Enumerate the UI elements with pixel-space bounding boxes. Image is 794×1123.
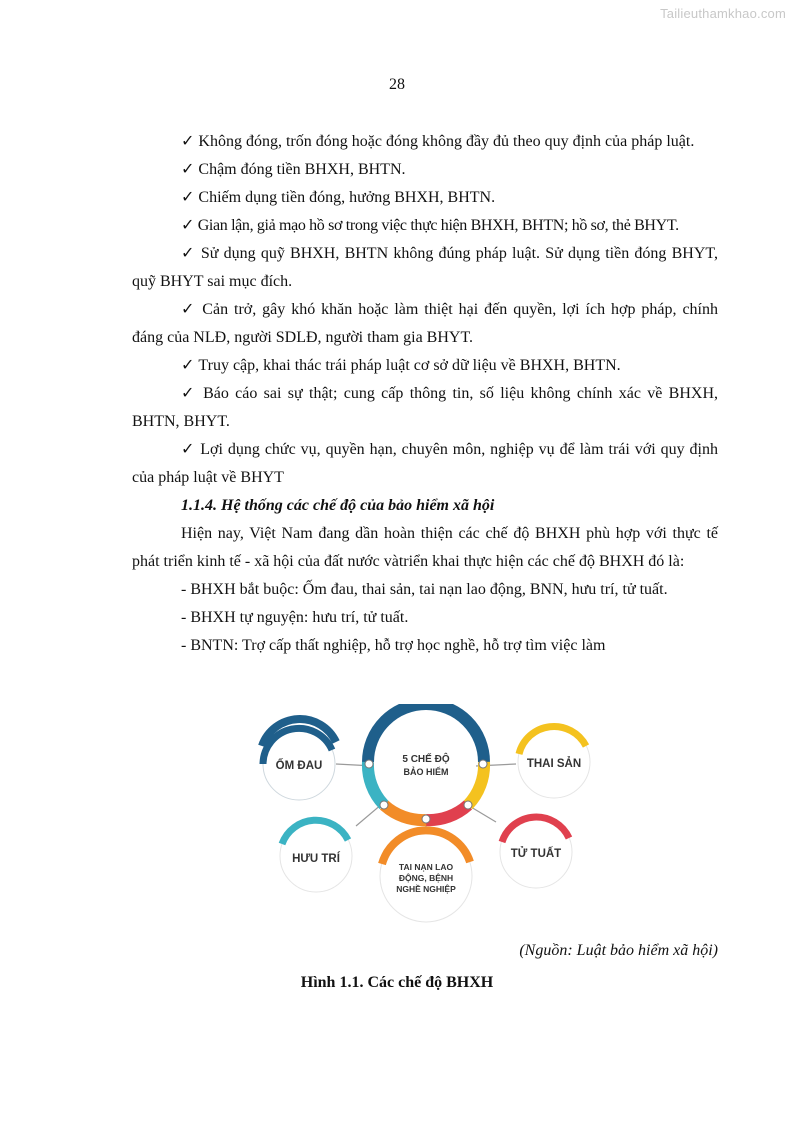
center-label-line2: BẢO HIỂM (403, 767, 449, 777)
body-text (132, 128, 718, 660)
violation-item: ✓ Báo cáo sai sự thật; cung cấp thông tin, số liệu không chính xác về BHXH, BHTN, BHYT. (132, 380, 718, 436)
violation-item: ✓ Cản trở, gây khó khăn hoặc làm thiệt hại đến quyền, lợi ích hợp pháp, chính đáng của NLĐ, người SDLĐ, người tham gia BHYT. (132, 296, 718, 352)
insurance-regimes-diagram (244, 704, 598, 936)
node-huu-tri (280, 820, 352, 892)
tai-nan-label-line2: ĐỘNG, BỆNH (398, 873, 454, 883)
center-label-line1: 5 CHẾ ĐỘ (402, 754, 450, 765)
node-tu-tuat (500, 816, 572, 888)
violation-item: ✓ Sử dụng quỹ BHXH, BHTN không đúng pháp luật. Sử dụng tiền đóng BHYT, quỹ BHYT sai mục đích. (132, 240, 718, 296)
center-ring (365, 704, 487, 823)
huu-tri-label: HƯU TRÍ (292, 853, 340, 865)
violation-item: ✓ Truy cập, khai thác trái pháp luật cơ sở dữ liệu về BHXH, BHTN. (132, 352, 718, 380)
intro-paragraph: Hiện nay, Việt Nam đang dần hoàn thiện các chế độ BHXH phù hợp với thực tế phát triển kinh tế - xã hội của đất nước vàtriển khai thực hiện các chế độ BHXH đó là: (132, 525, 718, 570)
violation-item: ✓ Không đóng, trốn đóng hoặc đóng không đầy đủ theo quy định của pháp luật. (132, 128, 718, 156)
regime-item: - BHXH bắt buộc: Ốm đau, thai sản, tai nạn lao động, BNN, hưu trí, tử tuất. (181, 581, 668, 598)
node-om-dau (262, 719, 336, 800)
regime-item: - BHXH tự nguyện: hưu trí, tử tuất. (181, 609, 409, 626)
tu-tuat-label: TỬ TUẤT (510, 848, 562, 860)
regime-item: - BNTN: Trợ cấp thất nghiệp, hỗ trợ học nghề, hỗ trợ tìm việc làm (181, 637, 606, 654)
diagram-svg (244, 704, 598, 936)
figure-source: (Nguồn: Luật bảo hiểm xã hội) (519, 942, 718, 959)
om-dau-label: ỐM ĐAU (275, 760, 323, 772)
page-number: 28 (389, 76, 405, 93)
violation-item: ✓ Chiếm dụng tiền đóng, hưởng BHXH, BHTN. (132, 184, 718, 212)
tai-nan-label-line3: NGHỀ NGHIỆP (396, 884, 456, 894)
violation-item: ✓ Lợi dụng chức vụ, quyền hạn, chuyên môn, nghiệp vụ để làm trái với quy định của pháp luật về BHYT (132, 436, 718, 492)
figure-caption: Hình 1.1. Các chế độ BHXH (300, 974, 494, 991)
violation-item: ✓ Gian lận, giả mạo hồ sơ trong việc thực hiện BHXH, BHTN; hồ sơ, thẻ BHYT. (132, 212, 718, 240)
thai-san-label: THAI SẢN (526, 758, 582, 770)
violation-item: ✓ Chậm đóng tiền BHXH, BHTN. (132, 156, 718, 184)
node-thai-san (518, 726, 590, 798)
tai-nan-label-line1: TAI NẠN LAO (398, 862, 454, 872)
section-heading: 1.1.4. Hệ thống các chế độ của bảo hiểm xã hội (181, 497, 495, 514)
node-tai-nan (380, 830, 472, 922)
watermark: Tailieuthamkhao.com (660, 6, 786, 21)
